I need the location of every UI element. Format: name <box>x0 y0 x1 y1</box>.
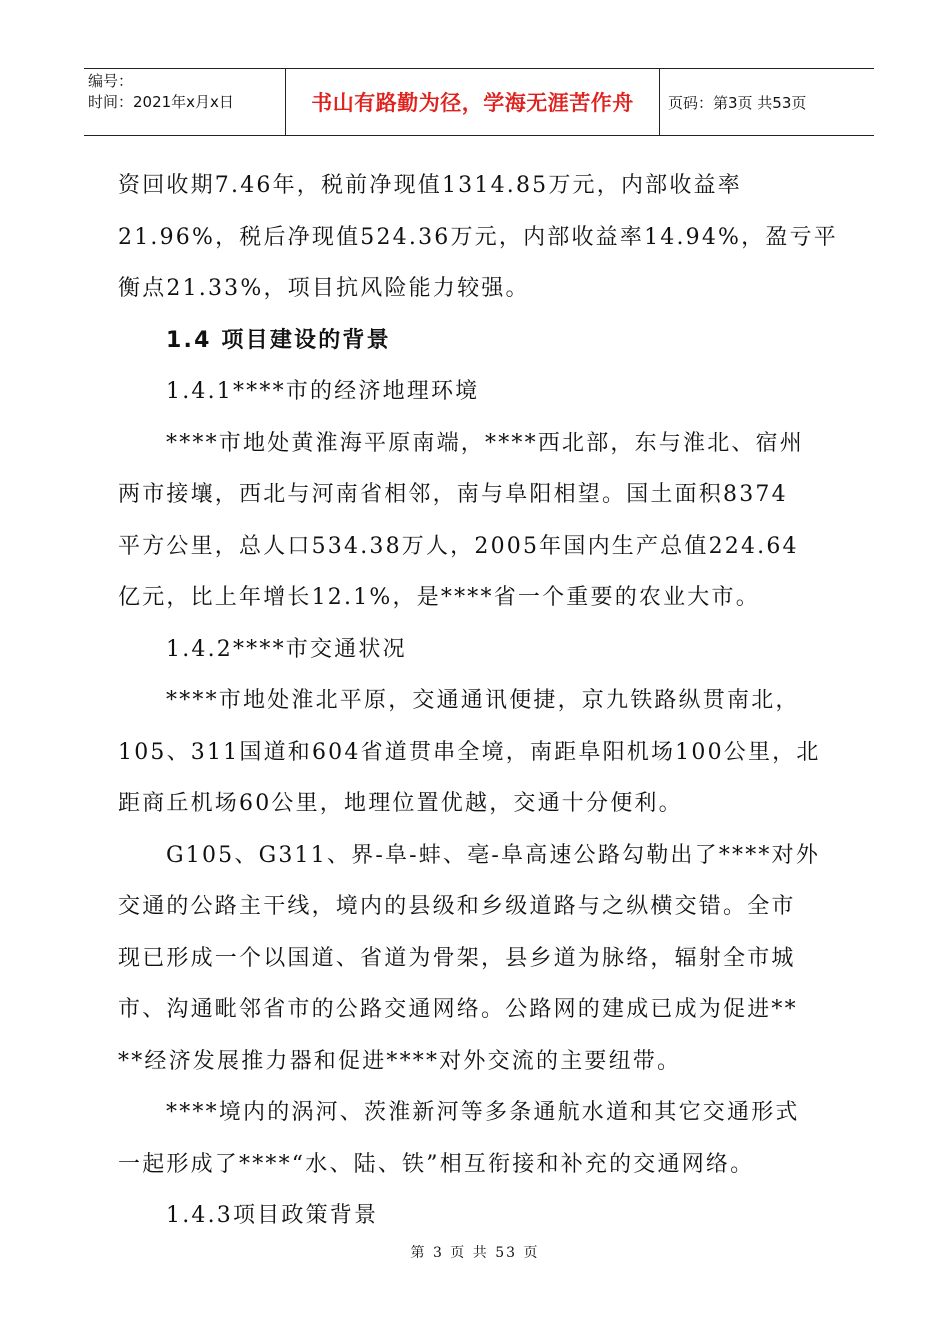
body-line: 一起形成了****“水、陆、铁”相互衔接和补充的交通网络。 <box>118 1151 755 1177</box>
body-line: 交通的公路主干线，境内的县级和乡级道路与之纵横交错。全市 <box>118 894 796 919</box>
document-number-label: 编号： <box>88 72 134 90</box>
body-line: 现已形成一个以国道、省道为骨架，县乡道为脉络，辐射全市城 <box>118 945 796 971</box>
section-heading: 1.4 项目建设的背景 <box>166 327 391 353</box>
body-line: 衡点21.33%，项目抗风险能力较强。 <box>118 276 530 301</box>
body-line: ****境内的涡河、茨淮新河等多条通航水道和其它交通形式 <box>166 1100 800 1125</box>
body-line: G105、G311、界-阜-蚌、亳-阜高速公路勾勒出了****对外 <box>166 842 821 868</box>
document-date: 时间：2021年x月x日 <box>88 93 234 111</box>
header-motto: 书山有路勤为径，学海无涯苦作舟 <box>286 69 660 135</box>
body-line: 距商丘机场60公里，地理位置优越，交通十分便利。 <box>118 791 683 816</box>
subsection-heading: 1.4.1****市的经济地理环境 <box>166 379 480 404</box>
body-line: 两市接壤，西北与河南省相邻，南与阜阳相望。国土面积8374 <box>118 482 788 507</box>
subsection-heading: 1.4.2****市交通状况 <box>166 636 407 662</box>
body-line: 105、311国道和604省道贯串全境，南距阜阳机场100公里，北 <box>118 739 821 765</box>
body-line: 资回收期7.46年，税前净现值1314.85万元，内部收益率 <box>118 173 742 198</box>
body-line: 21.96%，税后净现值524.36万元，内部收益率14.94%，盈亏平 <box>118 224 838 250</box>
page-footer: 第 3 页 共 53 页 <box>410 1245 540 1261</box>
body-line: **经济发展推力器和促进****对外交流的主要纽带。 <box>118 1048 682 1074</box>
body-line: ****市地处黄淮海平原南端，****西北部，东与淮北、宿州 <box>166 430 805 456</box>
header-page-info: 页码：第3页 共53页 <box>668 93 807 112</box>
header-meta <box>84 69 286 135</box>
body-line: 亿元，比上年增长12.1%，是****省一个重要的农业大市。 <box>118 585 760 610</box>
page-header <box>84 68 874 136</box>
document-body <box>118 160 842 1242</box>
body-line: 市、沟通毗邻省市的公路交通网络。公路网的建成已成为促进** <box>118 997 798 1022</box>
body-line: 平方公里，总人口534.38万人，2005年国内生产总值224.64 <box>118 533 799 559</box>
body-line: ****市地处淮北平原，交通通讯便捷，京九铁路纵贯南北， <box>166 688 800 713</box>
subsection-heading: 1.4.3项目政策背景 <box>166 1203 379 1228</box>
